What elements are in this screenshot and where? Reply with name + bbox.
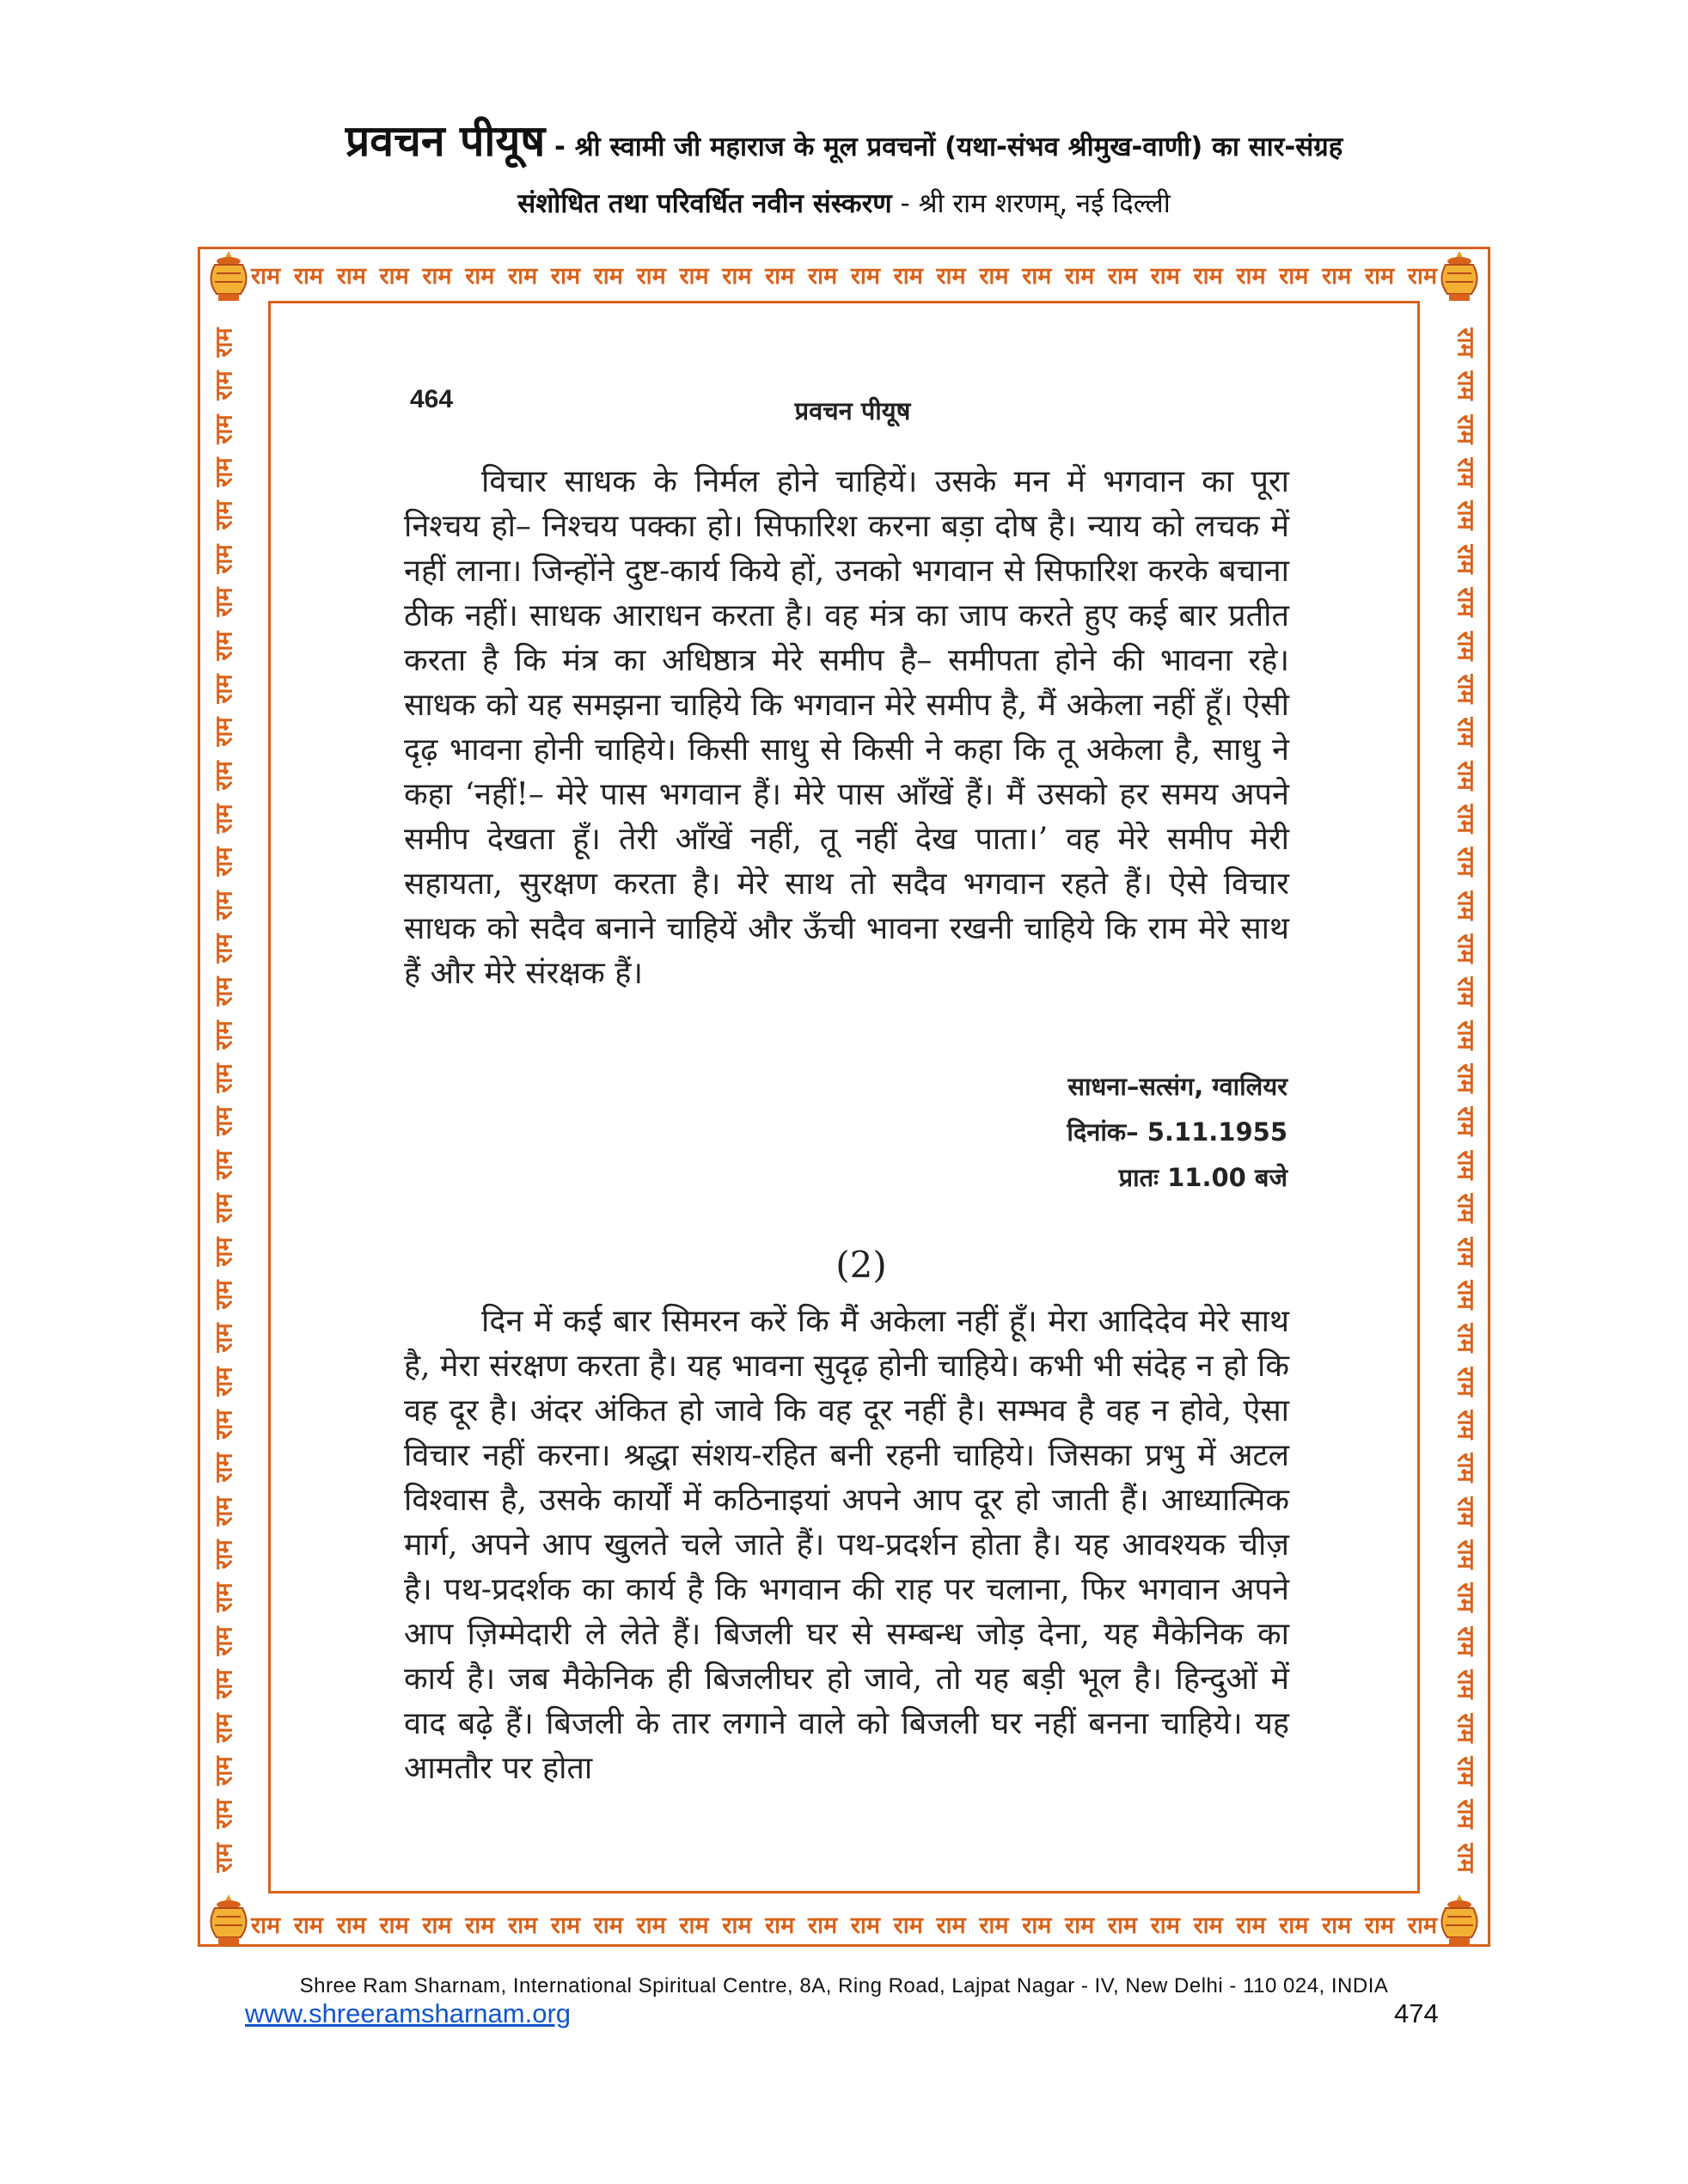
- footer-page-number: 474: [1394, 1998, 1439, 2028]
- ram-border-word: राम: [1452, 1799, 1479, 1829]
- ram-border-word: राम: [1452, 457, 1479, 487]
- ram-border-word: राम: [1452, 1410, 1479, 1440]
- ram-border-word: राम: [293, 262, 324, 290]
- ram-border-word: राम: [211, 457, 238, 487]
- ram-border-word: राम: [211, 1496, 238, 1526]
- ram-border-word: राम: [722, 1912, 752, 1939]
- ram-border-word: राम: [508, 1912, 538, 1939]
- ram-border-word: राम: [211, 1410, 238, 1440]
- ram-border-word: राम: [1452, 1496, 1479, 1526]
- ram-border-word: राम: [211, 1063, 238, 1093]
- ram-border-word: राम: [1452, 1756, 1479, 1786]
- ram-border-word: राम: [1150, 1912, 1180, 1939]
- ram-border-word: राम: [211, 1323, 238, 1353]
- ram-border-word: राम: [850, 1912, 880, 1939]
- ram-border-word: राम: [1452, 1367, 1479, 1397]
- ram-border-word: राम: [211, 544, 238, 574]
- ram-border-word: राम: [1452, 1453, 1479, 1483]
- ram-border-word: राम: [1236, 1912, 1266, 1939]
- ram-border-word: राम: [336, 1912, 366, 1939]
- signature-time: प्रातः 11.00 बजे: [1118, 1163, 1287, 1192]
- ram-border-word: राम: [211, 804, 238, 834]
- ram-border-word: राम: [211, 1799, 238, 1829]
- ram-border-word: राम: [936, 1912, 966, 1939]
- signature-place: साधना–सत्संग, ग्वालियर: [1067, 1072, 1287, 1101]
- section-number: (2): [835, 1244, 887, 1286]
- ram-border-word: राम: [211, 1106, 238, 1137]
- ram-border-word: राम: [1107, 1912, 1138, 1939]
- ram-border-top: [251, 251, 1437, 297]
- ram-border-word: राम: [679, 1912, 709, 1939]
- ram-border-word: राम: [1364, 1912, 1395, 1939]
- ram-border-word: राम: [1452, 1712, 1479, 1743]
- ram-border-word: राम: [893, 1912, 923, 1939]
- ram-border-word: राम: [1452, 370, 1479, 401]
- ram-border-word: राम: [465, 262, 495, 290]
- ram-border-word: राम: [1452, 1106, 1479, 1137]
- paragraph-1: विचार साधक के निर्मल होने चाहियें। उसके मन में भगवान का पूरा निश्चय हो– निश्चय पक्का हो। सिफारिश करना बड़ा दोष है। न्याय को लचक में नहीं लाना। जिन्होंने दुष्ट-कार्य किये हों, उनको भगवान से सिफारिश करके बचाना ठीक नहीं। साधक आराधन करता है। वह मंत्र का जाप करते हुए कई बार प्रतीत करता है कि मंत्र का अधिष्ठात्र मेरे समीप है– समीपता होने की भावना रहे। साधक को यह समझना चाहिये कि भगवान मेरे समीप है, मैं अकेला नहीं हूँ। ऐसी दृढ़ भावना होनी चाहिये। किसी साधु से किसी ने कहा कि तू अकेला है, साधु ने कहा ‘नहीं!– मेरे पास भगवान हैं। मेरे पास आँखें हैं। मैं उसको हर समय अपने समीप देखता हूँ। तेरी आँखें नहीं, तू नहीं देख पाता।’ वह मेरे समीप मेरी सहायता, सुरक्षण करता है। मेरे साथ तो सदैव भगवान रहते हैं। ऐसे विचार साधक को सदैव बनाने चाहियें और ऊँची भावना रखनी चाहिये कि राम मेरे साथ हैं और मेरे संरक्षक हैं।: [404, 464, 1289, 991]
- ram-border-bottom: [251, 1900, 1437, 1947]
- ram-border-word: राम: [850, 262, 880, 290]
- kalash-icon: [203, 248, 254, 304]
- ram-border-word: राम: [1193, 1912, 1223, 1939]
- header-subtitle-bold: संशोधित तथा परिवर्धित नवीन संस्करण: [517, 188, 892, 219]
- ram-border-word: राम: [1193, 262, 1223, 290]
- ram-border-word: राम: [807, 262, 838, 290]
- ram-border-word: राम: [508, 262, 538, 290]
- ram-border-word: राम: [1452, 1236, 1479, 1267]
- ram-border-word: राम: [1322, 262, 1352, 290]
- ram-border-word: राम: [979, 262, 1009, 290]
- ram-border-word: राम: [1452, 1323, 1479, 1353]
- ram-border-word: राम: [251, 1912, 281, 1939]
- ram-border-word: राम: [765, 1912, 795, 1939]
- ram-border-word: राम: [893, 262, 923, 290]
- ram-border-word: राम: [1236, 262, 1266, 290]
- ram-border-word: राम: [1452, 674, 1479, 704]
- ram-border-word: राम: [1407, 262, 1437, 290]
- ram-border-word: राम: [1452, 1063, 1479, 1093]
- ram-border-word: राम: [550, 262, 581, 290]
- ram-border-word: राम: [807, 1912, 838, 1939]
- ram-border-word: राम: [211, 414, 238, 444]
- header-subtitle-rest: - श्री राम शरणम्, नई दिल्ली: [891, 188, 1171, 219]
- ram-border-word: राम: [211, 976, 238, 1006]
- ram-border-word: राम: [336, 262, 366, 290]
- ram-border-word: राम: [1364, 262, 1395, 290]
- ram-border-word: राम: [465, 1912, 495, 1939]
- header-title-main: प्रवचन पीयूष: [345, 116, 546, 166]
- ram-border-word: राम: [1452, 1150, 1479, 1180]
- ram-border-word: राम: [1279, 262, 1309, 290]
- ram-border-word: राम: [1452, 933, 1479, 964]
- ram-border-word: राम: [1407, 1912, 1437, 1939]
- ram-border-word: राम: [1065, 1912, 1095, 1939]
- ram-border-word: राम: [1452, 1669, 1479, 1699]
- ram-border-word: राम: [1452, 587, 1479, 617]
- ram-border-word: राम: [422, 1912, 452, 1939]
- ram-border-word: राम: [211, 1712, 238, 1743]
- ram-border-word: राम: [211, 1842, 238, 1873]
- ram-border-word: राम: [1452, 1280, 1479, 1310]
- ram-border-word: राम: [211, 327, 238, 358]
- ram-border-word: राम: [211, 1020, 238, 1050]
- ram-border-word: राम: [636, 262, 666, 290]
- ram-border-word: राम: [211, 1150, 238, 1180]
- paragraph-2: दिन में कई बार सिमरन करें कि मैं अकेला नहीं हूँ। मेरा आदिदेव मेरे साथ है, मेरा संरक्षण करता है। यह भावना सुदृढ़ होनी चाहिये। कभी भी संदेह न हो कि वह दूर है। अंदर अंकित हो जावे कि वह दूर नहीं है। सम्भव है वह न होवे, ऐसा विचार नहीं करना। श्रद्धा संशय-रहित बनी रहनी चाहिये। जिसका प्रभु में अटल विश्वास है, उसके कार्यों में कठिनाइयां अपने आप दूर हो जाती हैं। आध्यात्मिक मार्ग, अपने आप खुलते चले जाते हैं। पथ-प्रदर्शन होता है। यह आवश्यक चीज़ है। पथ-प्रदर्शक का कार्य है कि भगवान की राह पर चलाना, फिर भगवान अपने आप ज़िम्मेदारी ले लेते हैं। बिजली घर से सम्बन्ध जोड़ देना, यह मैकेनिक का कार्य है। जब मैकेनिक ही बिजलीघर हो जावे, तो यह बड़ी भूल है। हिन्दुओं में वाद बढ़े हैं। बिजली के तार लगाने वाले को बिजली घर नहीं बनना चाहिये। यह आमतौर पर होता: [404, 1304, 1289, 1786]
- ram-border-word: राम: [251, 262, 281, 290]
- book-running-title: प्रवचन पीयूष: [794, 396, 911, 425]
- ram-border-left: [199, 327, 246, 1874]
- ram-border-word: राम: [211, 1626, 238, 1656]
- ram-border-word: राम: [1107, 262, 1138, 290]
- ram-border-word: राम: [593, 1912, 623, 1939]
- ram-border-word: राम: [379, 1912, 409, 1939]
- ram-border-word: राम: [1279, 1912, 1309, 1939]
- header-subtitle: [0, 185, 1688, 221]
- ram-border-word: राम: [636, 1912, 666, 1939]
- ram-border-word: राम: [979, 1912, 1009, 1939]
- ram-border-word: राम: [211, 717, 238, 747]
- ram-border-word: राम: [379, 262, 409, 290]
- ram-border-word: राम: [211, 1280, 238, 1310]
- ram-border-word: राम: [1452, 1020, 1479, 1050]
- ram-border-word: राम: [1022, 262, 1052, 290]
- ram-border-word: राम: [593, 262, 623, 290]
- ram-border-word: राम: [1452, 1582, 1479, 1613]
- ram-border-word: राम: [1452, 1539, 1479, 1569]
- ram-border-word: राम: [211, 1669, 238, 1699]
- ram-border-word: राम: [550, 1912, 581, 1939]
- ram-border-word: राम: [293, 1912, 324, 1939]
- kalash-icon: [1434, 1891, 1485, 1948]
- kalash-icon: [203, 1891, 254, 1948]
- ram-border-word: राम: [1452, 717, 1479, 747]
- ram-border-word: राम: [1322, 1912, 1352, 1939]
- ram-border-word: राम: [211, 1756, 238, 1786]
- ram-border-word: राम: [1452, 544, 1479, 574]
- ram-border-word: राम: [1452, 847, 1479, 877]
- ram-border-word: राम: [679, 262, 709, 290]
- ram-border-word: राम: [936, 262, 966, 290]
- ram-border-word: राम: [1022, 1912, 1052, 1939]
- ram-border-word: राम: [1452, 890, 1479, 921]
- ram-border-word: राम: [1452, 804, 1479, 834]
- ram-border-word: राम: [1452, 1193, 1479, 1223]
- ram-border-word: राम: [1452, 761, 1479, 791]
- ram-border-word: राम: [422, 262, 452, 290]
- ram-border-word: राम: [765, 262, 795, 290]
- signature-date: दिनांक– 5.11.1955: [1067, 1117, 1287, 1147]
- book-page-number: 464: [410, 385, 454, 413]
- ram-border-word: राम: [1065, 262, 1095, 290]
- website-link[interactable]: www.shreeramsharnam.org: [245, 1998, 572, 2028]
- ram-border-word: राम: [1452, 414, 1479, 444]
- ram-border-word: राम: [211, 674, 238, 704]
- ram-border-word: राम: [1452, 976, 1479, 1006]
- ram-border-word: राम: [1452, 630, 1479, 661]
- ram-border-word: राम: [211, 630, 238, 661]
- ram-border-word: राम: [211, 1193, 238, 1223]
- ram-border-word: राम: [211, 847, 238, 877]
- ram-border-word: राम: [211, 370, 238, 401]
- footer-address: Shree Ram Sharnam, International Spiritual Centre, 8A, Ring Road, Lajpat Nagar - IV, New Delhi - 110 024, INDIA: [299, 1974, 1389, 1997]
- ram-border-word: राम: [211, 933, 238, 964]
- ram-border-word: राम: [211, 1453, 238, 1483]
- ram-border-right: [1444, 327, 1490, 1874]
- ram-border-word: राम: [211, 1367, 238, 1397]
- header-title: [0, 110, 1688, 168]
- ram-border-word: राम: [211, 1236, 238, 1267]
- ram-border-word: राम: [211, 500, 238, 531]
- ram-border-word: राम: [1452, 327, 1479, 358]
- ram-border-word: राम: [211, 1539, 238, 1569]
- ram-border-word: राम: [722, 262, 752, 290]
- header-title-rest: - श्री स्वामी जी महाराज के मूल प्रवचनों (यथा-संभव श्रीमुख-वाणी) का सार-संग्रह: [545, 132, 1343, 162]
- ram-border-word: राम: [211, 587, 238, 617]
- ram-border-word: राम: [1452, 500, 1479, 531]
- kalash-icon: [1434, 248, 1485, 304]
- ram-border-word: राम: [211, 761, 238, 791]
- ram-border-word: राम: [1150, 262, 1180, 290]
- ram-border-word: राम: [211, 890, 238, 921]
- ram-border-word: राम: [1452, 1842, 1479, 1873]
- ram-border-word: राम: [1452, 1626, 1479, 1656]
- ram-border-word: राम: [211, 1582, 238, 1613]
